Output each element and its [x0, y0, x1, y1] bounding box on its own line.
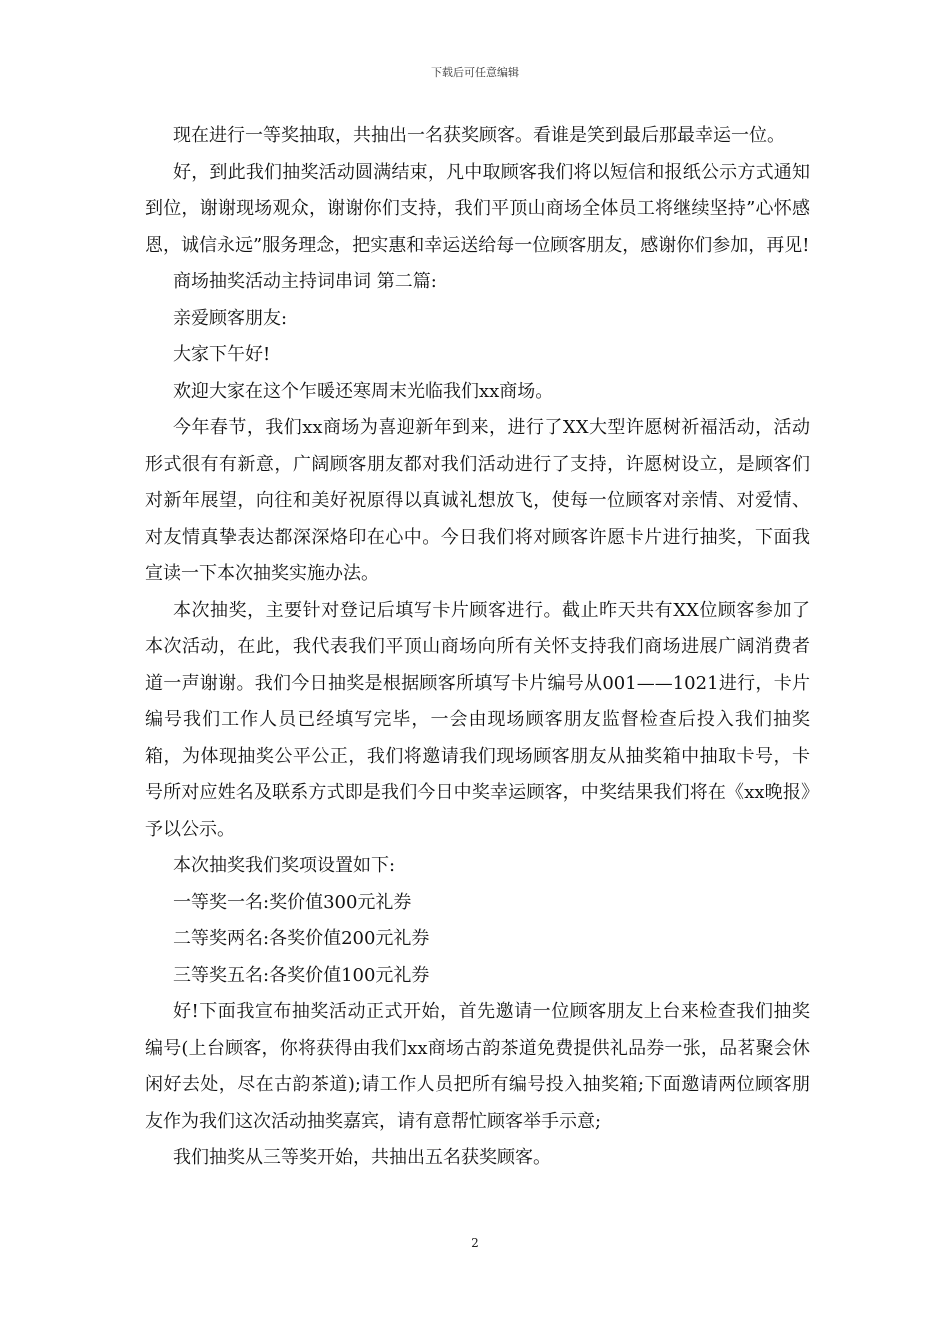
prize-first: 一等奖一名:奖价值300元礼券 [173, 891, 412, 913]
prize-second: 二等奖两名:各奖价值200元礼券 [173, 928, 430, 949]
paragraph-third-draw: 我们抽奖从三等奖开始，共抽出五名获奖顾客。 [173, 1147, 551, 1168]
page-header: 下载后可任意编辑 [431, 66, 519, 79]
paragraph-rules: 本次抽奖，主要针对登记后填写卡片顾客进行。截止昨天共有XX位顾客参加了本次活动，在此，我代表我们平顶山商场向所有关怀支持我们商场进展广阔消费者道一声谢谢。我们今日抽奖是根据顾客所填写卡片编号从001——1021进行，卡片编号我们工作人员已经填写完毕，一会由现场顾客朋友监督检查后投入我们抽奖箱，为体现抽奖公平公正，我们将邀请我们现场顾客朋友从抽奖箱中抽取卡号，卡号所对应姓名及联系方式即是我们今日中奖幸运顾客，中奖结果我们将在《xx晚报》予以公示。 [145, 599, 810, 840]
paragraph-1: 现在进行一等奖抽取，共抽出一名获奖顾客。看谁是笑到最后那最幸运一位。 [173, 125, 785, 146]
paragraph-event: 今年春节，我们xx商场为喜迎新年到来，进行了XX大型许愿树祈福活动，活动形式很有有新意，广阔顾客朋友都对我们活动进行了支持，许愿树设立，是顾客们对新年展望，向往和美好祝原得以真诚礼想放飞，使每一位顾客对亲情、对爱情、对友情真挚表达都深深烙印在心中。今日我们将对顾客许愿卡片进行抽奖，下面我宣读一下本次抽奖实施办法。 [145, 417, 810, 584]
section-title: 商场抽奖活动主持词串词 第二篇: [173, 271, 437, 292]
paragraph-start: 好!下面我宣布抽奖活动正式开始，首先邀请一位顾客朋友上台来检查我们抽奖编号(上台顾客，你将获得由我们xx商场古韵茶道免费提供礼品券一张，品茗聚会休闲好去处，尽在古韵茶道);请工作人员把所有编号投入抽奖箱;下面邀请两位顾客朋友作为我们这次活动抽奖嘉宾，请有意帮忙顾客举手示意; [145, 1001, 810, 1132]
greeting: 大家下午好! [173, 344, 271, 365]
paragraph-welcome: 欢迎大家在这个乍暖还寒周末光临我们xx商场。 [173, 380, 554, 402]
page-number: 2 [471, 1236, 479, 1250]
prize-intro: 本次抽奖我们奖项设置如下: [173, 855, 396, 876]
salutation: 亲爱顾客朋友: [173, 307, 288, 329]
document-body [145, 118, 810, 1177]
paragraph-2: 好，到此我们抽奖活动圆满结束，凡中取顾客我们将以短信和报纸公示方式通知到位，谢谢现场观众，谢谢你们支持，我们平顶山商场全体员工将继续坚持”心怀感恩，诚信永远”服务理念，把实惠和幸运送给每一位顾客朋友，感谢你们参加，再见! [145, 161, 810, 256]
prize-third: 三等奖五名:各奖价值100元礼券 [173, 964, 430, 986]
